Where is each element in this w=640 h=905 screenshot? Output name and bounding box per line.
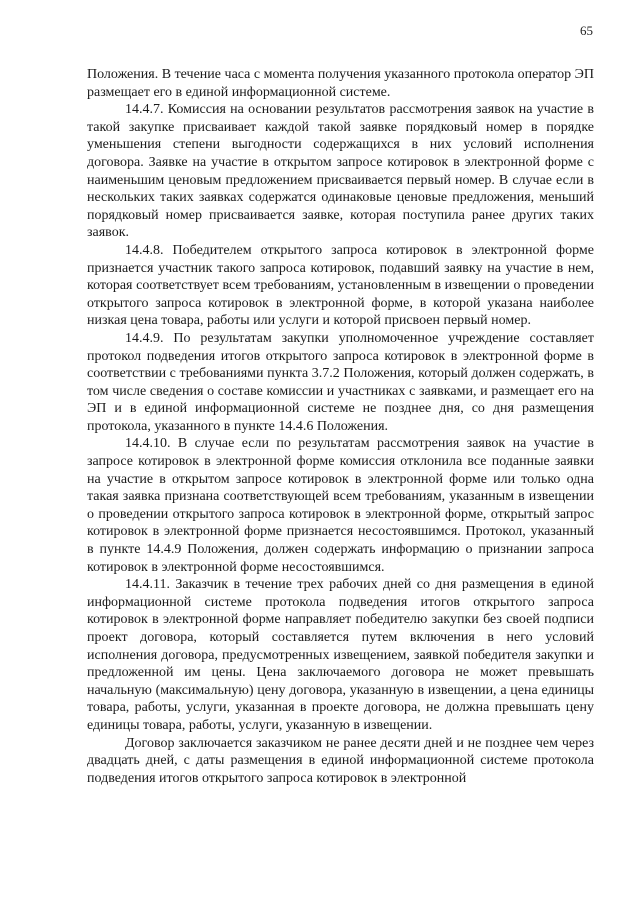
page-number: 65 [580,23,593,38]
paragraph-14-4-11: 14.4.11. Заказчик в течение трех рабочих дней со дня размещения в единой информационной системе протокола подведения итогов открытого запроса котировок в электронной форме направляет победителю закупки без своей подписи проект договора, который составляется путем включения в него условий исполнения договора, предусмотренных извещением, заявкой победителя закупки и предложенной им цены. Цена заключаемого договора не может превышать начальную (максимальную) цену договора, указанную в извещении, а цена единицы товара, работы, услуги, указанная в проекте договора, не должна превышать цену единицы товара, работы, услуги, указанную в извещении. [87,577,594,733]
paragraph-14-4-9: 14.4.9. По результатам закупки уполномоченное учреждение составляет протокол подведения итогов открытого запроса котировок в электронной форме в соответствии с требованиями пункта 3.7.2 Положения, который должен содержать, в том числе сведения о составе комиссии и участниках с заявками, и размещает его на ЭП и в единой информационной системе не позднее дня, со дня размещения протокола, указанного в пункте 14.4.6 Положения. [87,330,594,434]
paragraph-continuation: Положения. В течение часа с момента получения указанного протокола оператор ЭП размещает его в единой информационной системе. [87,67,594,100]
paragraph-14-4-8: 14.4.8. Победителем открытого запроса котировок в электронной форме признается участник такого запроса котировок, подавший заявку на участие в нем, которая соответствует всем требованиям, установленным в извещении о проведении открытого запроса котировок в электронной форме, в которой указана наиболее низкая цена товара, работы или услуги и которой присвоен первый номер. [87,242,594,329]
paragraph-14-4-7: 14.4.7. Комиссия на основании результатов рассмотрения заявок на участие в такой закупке присваивает каждой такой заявке порядковый номер в порядке уменьшения степени выгодности содержащихся в них условий исполнения договора. Заявке на участие в открытом запросе котировок в электронной форме с наименьшим ценовым предложением присваивается первый номер. В случае если в нескольких таких заявках содержатся одинаковые ценовые предложения, меньший порядковый номер присваивается заявке, которая поступила ранее других таких заявок. [87,102,594,241]
paragraph-contract-terms: Договор заключается заказчиком не ранее десяти дней и не позднее чем через двадцать дней, с даты размещения в единой информационной системе протокола подведения итогов открытого запроса котировок в электронной [87,735,594,786]
document-body [87,66,594,787]
paragraph-14-4-10: 14.4.10. В случае если по результатам рассмотрения заявок на участие в запросе котировок в электронной форме комиссия отклонила все поданные заявки на участие в открытом запросе котировок в электронной форме или только одна такая заявка признана соответствующей всем требованиям, указанным в извещении о проведении открытого запроса котировок в электронной форме, открытый запрос котировок в электронной форме признается несостоявшимся. Протокол, указанный в пункте 14.4.9 Положения, должен содержать информацию о признании запроса котировок в электронной форме несостоявшимся. [87,436,594,575]
